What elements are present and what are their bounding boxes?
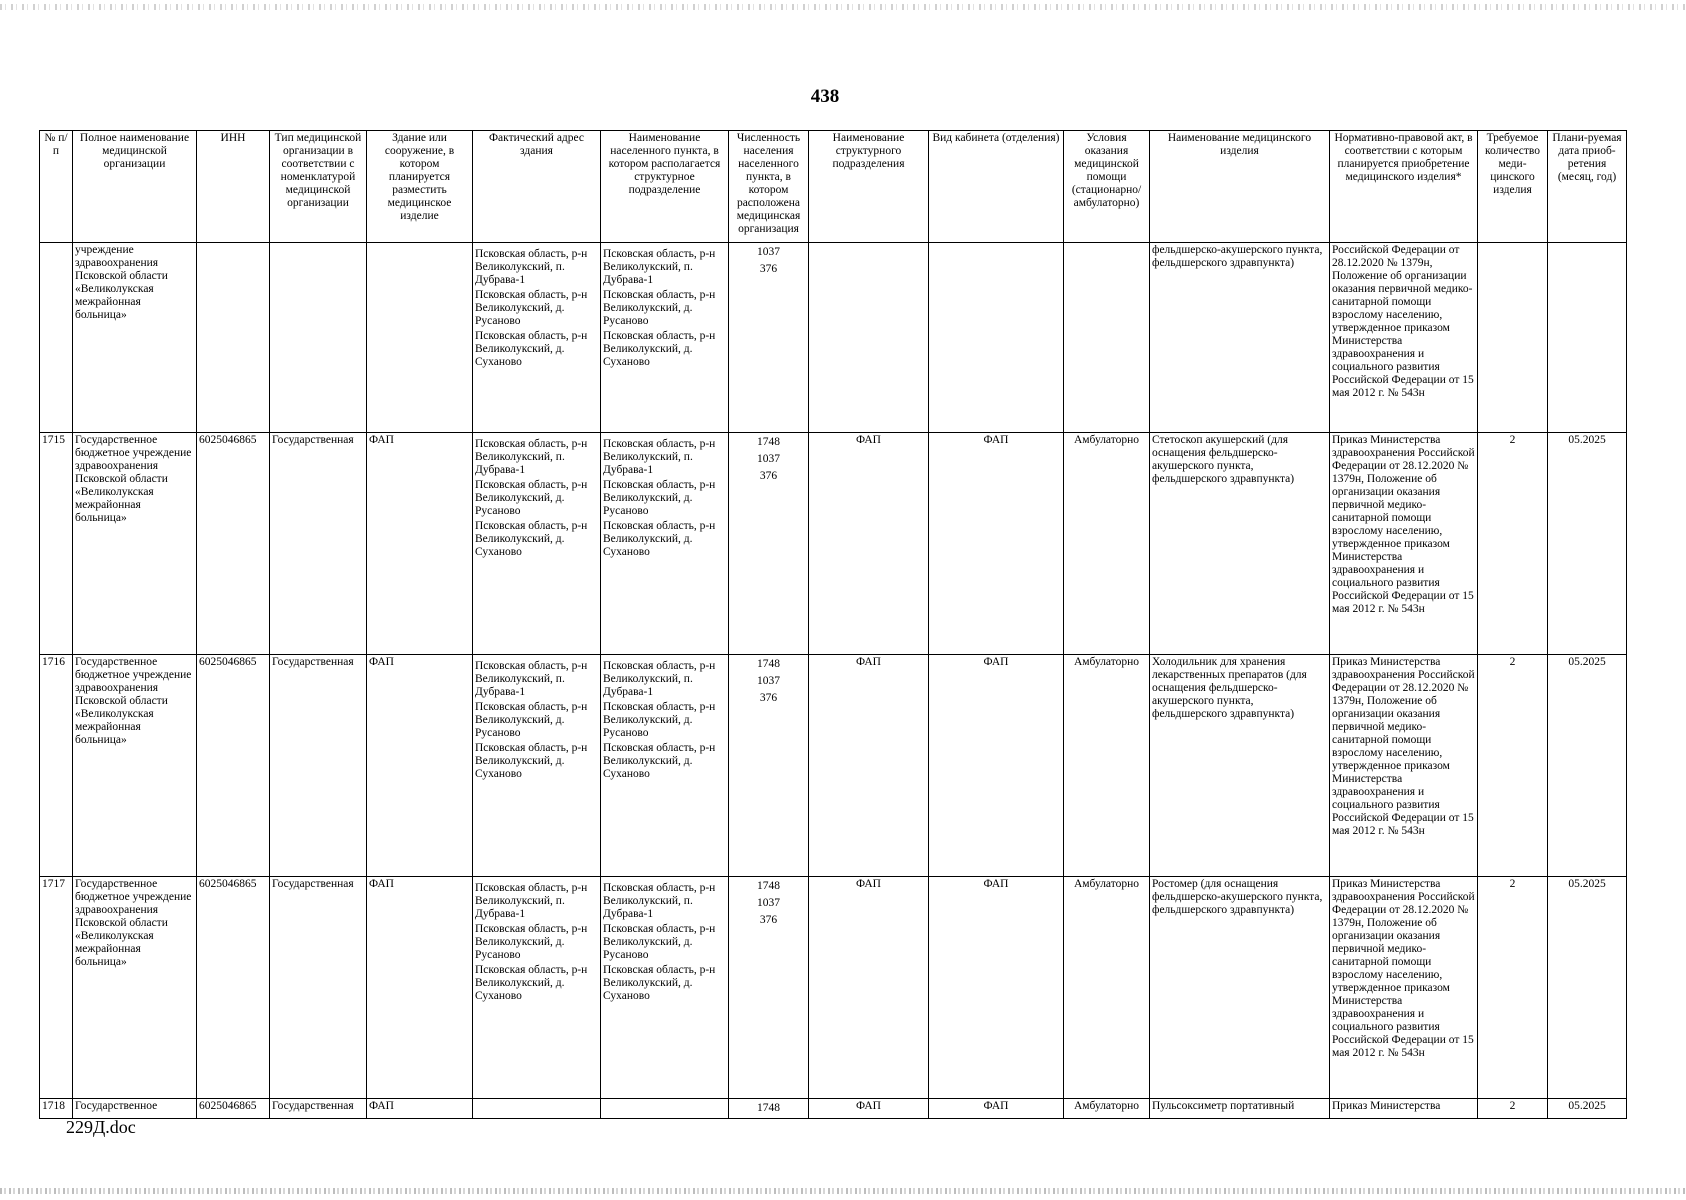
building-cell-text: ФАП	[369, 656, 394, 668]
table-row	[40, 1099, 1627, 1119]
org-type-cell-text: Государственная	[272, 878, 354, 890]
locality-cell	[601, 877, 729, 1099]
column-header: Полное наименование медицинской организации	[73, 131, 197, 243]
locality-line: Псковская область, р-н Великолукский, д. Суханово	[603, 330, 716, 368]
device-cell	[1150, 1099, 1330, 1119]
table-row	[40, 877, 1627, 1099]
locality-cell	[601, 1099, 729, 1119]
building-cell	[367, 877, 473, 1099]
org-type-cell	[270, 433, 367, 655]
quantity-cell-text: 2	[1509, 1100, 1516, 1112]
purchase-date-cell	[1548, 243, 1627, 433]
device-cell-text: Холодильник для хранения лекарственных препаратов (для оснащения фельдшерско-акушерского пункта, фельдшерского здравпункта)	[1152, 656, 1307, 720]
cabinet-cell	[929, 655, 1064, 877]
locality-cell	[601, 433, 729, 655]
quantity-cell	[1478, 877, 1548, 1099]
table-row	[40, 655, 1627, 877]
locality-line: Псковская область, р-н Великолукский, п. Дубрава-1	[603, 882, 716, 920]
row-number-cell	[40, 1099, 73, 1119]
row-number-cell	[40, 243, 73, 433]
structural-unit-cell-text: ФАП	[856, 656, 881, 668]
legal-act-cell	[1330, 243, 1478, 433]
cabinet-cell-text: ФАП	[983, 656, 1009, 668]
device-cell-text: Пульсоксиметр портативный	[1152, 1100, 1295, 1112]
address-line: Псковская область, р-н Великолукский, д. Суханово	[475, 742, 588, 780]
device-cell	[1150, 243, 1330, 433]
legal-act-cell	[1330, 1099, 1478, 1119]
population-value: 1748	[757, 880, 780, 892]
address-line: Псковская область, р-н Великолукский, д. Русаново	[475, 923, 588, 961]
address-line: Псковская область, р-н Великолукский, д. Русаново	[475, 701, 588, 739]
device-cell-text: фельдшерско-акушерского пункта, фельдшерского здравпункта)	[1152, 244, 1323, 269]
row-number-cell-text: 1718	[42, 1100, 65, 1112]
inn-cell	[197, 243, 270, 433]
row-number-cell	[40, 655, 73, 877]
quantity-cell	[1478, 1099, 1548, 1119]
organization-cell-text: Государственное бюджетное учреждение здравоохранения Псковской области «Великолукская межрайонная больница»	[75, 656, 192, 746]
inn-cell-text: 6025046865	[199, 878, 257, 890]
address-cell	[473, 433, 601, 655]
population-cell	[729, 877, 809, 1099]
population-value: 1037	[757, 675, 780, 687]
purchase-date-cell	[1548, 1099, 1627, 1119]
org-type-cell	[270, 877, 367, 1099]
footer-filename: 229Д.doc	[66, 1117, 136, 1137]
quantity-cell	[1478, 243, 1548, 433]
organization-cell	[73, 877, 197, 1099]
page-number: 438	[810, 86, 840, 107]
conditions-cell	[1064, 243, 1150, 433]
purchase-date-cell	[1548, 655, 1627, 877]
purchase-date-cell-text: 05.2025	[1568, 656, 1606, 668]
org-type-cell-text: Государственная	[272, 434, 354, 446]
row-number-cell	[40, 877, 73, 1099]
legal-act-cell	[1330, 877, 1478, 1099]
row-number-cell-text: 1717	[42, 878, 65, 890]
structural-unit-cell	[809, 433, 929, 655]
quantity-cell-text: 2	[1509, 656, 1516, 668]
organization-cell	[73, 243, 197, 433]
column-header: Требуемое количество меди-цинского изделия	[1478, 131, 1548, 243]
building-cell	[367, 433, 473, 655]
locality-line: Псковская область, р-н Великолукский, д. Русаново	[603, 289, 716, 327]
inn-cell-text: 6025046865	[199, 434, 257, 446]
locality-line: Псковская область, р-н Великолукский, д. Русаново	[603, 923, 716, 961]
device-cell	[1150, 655, 1330, 877]
column-header: № п/п	[40, 131, 73, 243]
conditions-cell-text: Амбулаторно	[1073, 434, 1140, 446]
organization-cell	[73, 655, 197, 877]
row-number-cell	[40, 433, 73, 655]
legal-act-cell-text: Приказ Министерства здравоохранения Российской Федерации от 28.12.2020 № 1379н, Положение об организации оказания первичной медико-санитарной помощи взрослому населению, утвержденное приказом Министерства здравоохранения и социального развития Российской Федерации от 15 мая 2012 г. № 543н	[1332, 434, 1475, 615]
scan-edge-bottom	[0, 1188, 1686, 1194]
address-line: Псковская область, р-н Великолукский, д. Суханово	[475, 520, 588, 558]
structural-unit-cell	[809, 1099, 929, 1119]
structural-unit-cell	[809, 655, 929, 877]
organization-cell	[73, 433, 197, 655]
column-header: Фактический адрес здания	[473, 131, 601, 243]
locality-line: Псковская область, р-н Великолукский, д. Суханово	[603, 742, 716, 780]
cabinet-cell-text: ФАП	[983, 878, 1009, 890]
structural-unit-cell-text: ФАП	[856, 1100, 881, 1112]
conditions-cell	[1064, 877, 1150, 1099]
population-cell	[729, 1099, 809, 1119]
building-cell	[367, 243, 473, 433]
address-line: Псковская область, р-н Великолукский, д. Суханово	[475, 330, 588, 368]
population-value: 1037	[757, 246, 780, 258]
column-header: Наименование медицинского изделия	[1150, 131, 1330, 243]
locality-line: Псковская область, р-н Великолукский, д. Русаново	[603, 701, 716, 739]
org-type-cell-text: Государственная	[272, 656, 354, 668]
legal-act-cell-text: Российской Федерации от 28.12.2020 № 1379н, Положение об организации оказания первичной медико-санитарной помощи взрослому населению, утвержденное приказом Министерства здравоохранения и социального развития Российской Федерации от 15 мая 2012 г. № 543н	[1332, 244, 1474, 399]
population-value: 1037	[757, 897, 780, 909]
address-line: Псковская область, р-н Великолукский, д. Русаново	[475, 479, 588, 517]
locality-line: Псковская область, р-н Великолукский, п. Дубрава-1	[603, 248, 716, 286]
address-cell	[473, 243, 601, 433]
legal-act-cell	[1330, 655, 1478, 877]
locality-line: Псковская область, р-н Великолукский, п. Дубрава-1	[603, 660, 716, 698]
population-value: 376	[759, 914, 778, 926]
purchase-date-cell-text: 05.2025	[1568, 1100, 1606, 1112]
device-cell-text: Ростомер (для оснащения фельдшерско-акушерского пункта, фельдшерского здравпункта)	[1152, 878, 1323, 916]
quantity-cell-text: 2	[1509, 434, 1516, 446]
address-cell	[473, 877, 601, 1099]
address-line: Псковская область, р-н Великолукский, д. Суханово	[475, 964, 588, 1002]
locality-line: Псковская область, р-н Великолукский, д. Суханово	[603, 520, 716, 558]
inn-cell	[197, 433, 270, 655]
column-header: Наименование структурного подразделения	[809, 131, 929, 243]
device-cell	[1150, 877, 1330, 1099]
locality-line: Псковская область, р-н Великолукский, д. Суханово	[603, 964, 716, 1002]
row-number-cell-text: 1715	[42, 434, 65, 446]
legal-act-cell-text: Приказ Министерства здравоохранения Российской Федерации от 28.12.2020 № 1379н, Положение об организации оказания первичной медико-санитарной помощи взрослому населению, утвержденное приказом Министерства здравоохранения и социального развития Российской Федерации от 15 мая 2012 г. № 543н	[1332, 878, 1475, 1059]
organization-cell-text: Государственное	[75, 1100, 158, 1112]
conditions-cell	[1064, 1099, 1150, 1119]
building-cell-text: ФАП	[369, 434, 394, 446]
cabinet-cell	[929, 877, 1064, 1099]
device-cell	[1150, 433, 1330, 655]
population-cell	[729, 655, 809, 877]
purchase-date-cell-text: 05.2025	[1568, 434, 1606, 446]
organization-cell-text: учреждение здравоохранения Псковской области «Великолукская межрайонная больница»	[75, 244, 168, 321]
device-cell-text: Стетоскоп акушерский (для оснащения фельдшерско-акушерского пункта, фельдшерского здравпункта)	[1152, 434, 1295, 485]
column-header: Здание или сооружение, в котором планируется разместить медицинское изделие	[367, 131, 473, 243]
column-header: Наименование населенного пункта, в котором располагается структурное подразделение	[601, 131, 729, 243]
row-number-cell-text: 1716	[42, 656, 65, 668]
conditions-cell-text: Амбулаторно	[1073, 878, 1140, 890]
table-header-row	[40, 131, 1627, 243]
cabinet-cell	[929, 433, 1064, 655]
quantity-cell	[1478, 433, 1548, 655]
table-row	[40, 243, 1627, 433]
quantity-cell-text: 2	[1509, 878, 1516, 890]
population-value: 376	[759, 470, 778, 482]
column-header: Нормативно-правовой акт, в соответствии с которым планируется приобретение медицинского изделия*	[1330, 131, 1478, 243]
purchase-date-cell-text: 05.2025	[1568, 878, 1606, 890]
legal-act-cell	[1330, 433, 1478, 655]
cabinet-cell	[929, 243, 1064, 433]
purchase-date-cell	[1548, 877, 1627, 1099]
cabinet-cell-text: ФАП	[983, 1100, 1009, 1112]
population-cell	[729, 243, 809, 433]
legal-act-cell-text: Приказ Министерства здравоохранения Российской Федерации от 28.12.2020 № 1379н, Положение об организации оказания первичной медико-санитарной помощи взрослому населению, утвержденное приказом Министерства здравоохранения и социального развития Российской Федерации от 15 мая 2012 г. № 543н	[1332, 656, 1475, 837]
inn-cell-text: 6025046865	[199, 1100, 257, 1112]
address-line: Псковская область, р-н Великолукский, п. Дубрава-1	[475, 438, 588, 476]
population-value: 376	[759, 692, 778, 704]
column-header: Численность населения населенного пункта, в котором расположена медицинская организация	[729, 131, 809, 243]
scan-edge-top	[0, 4, 1686, 10]
address-line: Псковская область, р-н Великолукский, п. Дубрава-1	[475, 248, 588, 286]
address-cell	[473, 1099, 601, 1119]
conditions-cell	[1064, 433, 1150, 655]
building-cell	[367, 1099, 473, 1119]
organization-cell	[73, 1099, 197, 1119]
structural-unit-cell-text: ФАП	[856, 434, 881, 446]
inn-cell	[197, 1099, 270, 1119]
structural-unit-cell	[809, 877, 929, 1099]
purchase-date-cell	[1548, 433, 1627, 655]
address-line: Псковская область, р-н Великолукский, п. Дубрава-1	[475, 660, 588, 698]
population-value: 1748	[757, 436, 780, 448]
org-type-cell	[270, 1099, 367, 1119]
locality-line: Псковская область, р-н Великолукский, д. Русаново	[603, 479, 716, 517]
organization-cell-text: Государственное бюджетное учреждение здравоохранения Псковской области «Великолукская межрайонная больница»	[75, 878, 192, 968]
building-cell-text: ФАП	[369, 1100, 394, 1112]
population-value: 1748	[757, 1102, 780, 1114]
population-value: 376	[759, 263, 778, 275]
inn-cell	[197, 877, 270, 1099]
address-line: Псковская область, р-н Великолукский, п. Дубрава-1	[475, 882, 588, 920]
medical-equipment-table	[39, 130, 1627, 1119]
locality-cell	[601, 243, 729, 433]
structural-unit-cell	[809, 243, 929, 433]
org-type-cell	[270, 655, 367, 877]
population-cell	[729, 433, 809, 655]
inn-cell-text: 6025046865	[199, 656, 257, 668]
address-line: Псковская область, р-н Великолукский, д. Русаново	[475, 289, 588, 327]
structural-unit-cell-text: ФАП	[856, 878, 881, 890]
column-header: Плани-руемая дата приоб-ретения (месяц, год)	[1548, 131, 1627, 243]
population-value: 1748	[757, 658, 780, 670]
address-cell	[473, 655, 601, 877]
building-cell	[367, 655, 473, 877]
locality-cell	[601, 655, 729, 877]
table-row	[40, 433, 1627, 655]
legal-act-cell-text: Приказ Министерства	[1332, 1100, 1441, 1112]
cabinet-cell-text: ФАП	[983, 434, 1009, 446]
org-type-cell-text: Государственная	[272, 1100, 354, 1112]
cabinet-cell	[929, 1099, 1064, 1119]
quantity-cell	[1478, 655, 1548, 877]
inn-cell	[197, 655, 270, 877]
column-header: Тип медицинской организации в соответствии с номенклатурой медицинской организации	[270, 131, 367, 243]
population-value: 1037	[757, 453, 780, 465]
organization-cell-text: Государственное бюджетное учреждение здравоохранения Псковской области «Великолукская межрайонная больница»	[75, 434, 192, 524]
org-type-cell	[270, 243, 367, 433]
conditions-cell-text: Амбулаторно	[1073, 656, 1140, 668]
conditions-cell-text: Амбулаторно	[1073, 1100, 1140, 1112]
building-cell-text: ФАП	[369, 878, 394, 890]
conditions-cell	[1064, 655, 1150, 877]
column-header: ИНН	[197, 131, 270, 243]
locality-line: Псковская область, р-н Великолукский, п. Дубрава-1	[603, 438, 716, 476]
column-header: Вид кабинета (отделения)	[929, 131, 1064, 243]
column-header: Условия оказания медицинской помощи (стационарно/ амбулаторно)	[1064, 131, 1150, 243]
